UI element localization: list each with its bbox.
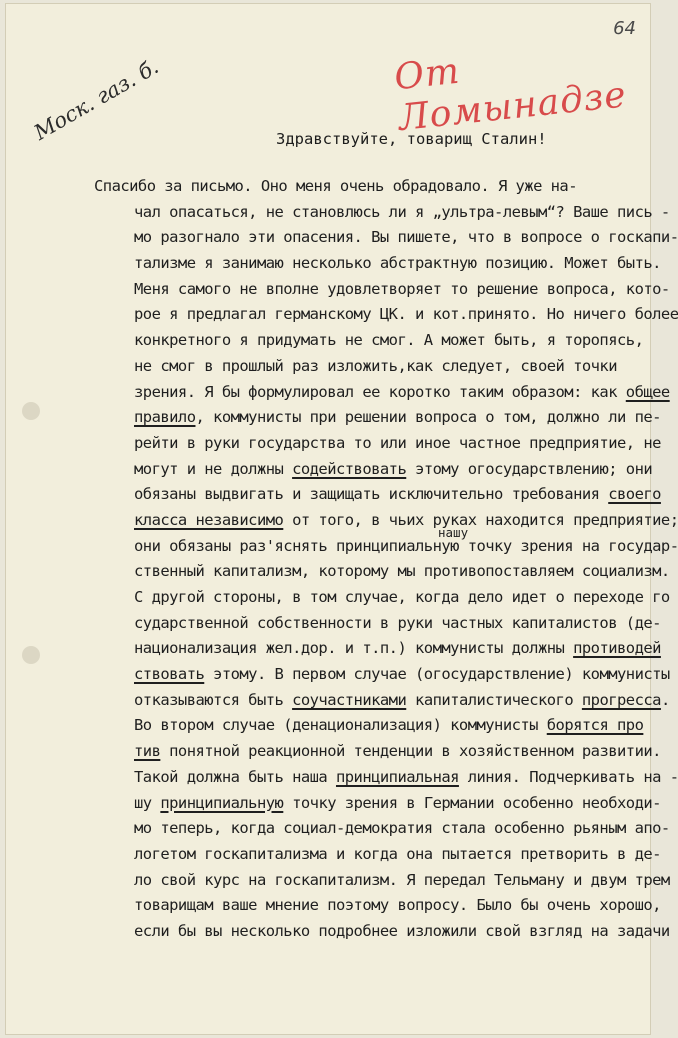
- text-line: [134, 713, 654, 739]
- greeting: Здравствуйте, товарищ Сталин!: [276, 130, 547, 148]
- text-line: [134, 302, 678, 328]
- text-line: [134, 508, 678, 534]
- text-line: [134, 662, 670, 688]
- text-segment: обязаны выдвигать и защищать исключительно требования: [134, 485, 609, 504]
- underlined-text: ствовать: [134, 665, 205, 684]
- text-segment: ственный капитализм, которому мы противопоставляем социализм.: [134, 562, 670, 581]
- text-segment: Во втором случае (денационализация) коммунисты: [134, 716, 547, 735]
- text-segment: конкретного я придумать не смог. А может быть, я торопясь,: [134, 331, 644, 350]
- handwritten-stamp: От Ломынадзе: [392, 50, 629, 140]
- punch-hole: [22, 646, 40, 664]
- text-line: [134, 739, 661, 765]
- text-segment: Спасибо за письмо. Оно меня очень обрадовало. Я уже на-: [94, 177, 577, 195]
- text-line: [134, 534, 678, 560]
- text-segment: мо теперь, когда социал-демократия стала особенно рьяным апо-: [134, 819, 670, 838]
- underlined-text: борятся про: [546, 716, 644, 735]
- text-line: [134, 200, 670, 226]
- text-segment: линия. Подчеркивать на -: [458, 767, 678, 786]
- underlined-text: принципиальная: [335, 767, 459, 786]
- text-segment: понятной реакционной тенденции в хозяйственном развитии.: [160, 742, 661, 761]
- text-line: [134, 585, 670, 611]
- text-segment: от того, в чьих руках находится предприятие;: [283, 510, 678, 529]
- text-line: [134, 611, 661, 637]
- underlined-text: общее: [625, 382, 670, 401]
- underlined-text: содействовать: [292, 459, 407, 478]
- text-line: [134, 431, 661, 457]
- text-segment: зрения. Я бы формулировал ее коротко таким образом: как: [134, 382, 626, 401]
- text-line: [134, 380, 670, 406]
- punch-hole: [22, 402, 40, 420]
- text-line: [134, 842, 661, 868]
- text-segment: если бы вы несколько подробнее изложили свой взгляд на задачи: [134, 921, 670, 940]
- margin-note: Моск. газ. б.: [30, 54, 163, 145]
- text-segment: национализация жел.дор. и т.п.) коммунисты должны: [134, 639, 574, 658]
- text-segment: могут и не должны: [134, 459, 293, 478]
- text-line: [134, 868, 670, 894]
- text-segment: не смог в прошлый раз изложить,как следует, своей точки: [134, 356, 617, 375]
- text-segment: тализме я занимаю несколько абстрактную позицию. Может быть.: [134, 254, 661, 273]
- text-segment: рейти в руки государства то или иное частное предприятие, не: [134, 433, 661, 452]
- underlined-text: принципиальную: [160, 793, 284, 812]
- underlined-text: прогресса: [581, 690, 661, 709]
- text-line: [134, 893, 661, 919]
- text-segment: Такой должна быть наша: [134, 767, 336, 786]
- text-line: [134, 636, 661, 662]
- text-segment: логетом госкапитализма и когда она пытается претворить в де-: [134, 844, 661, 863]
- text-segment: С другой стороны, в том случае, когда дело идет о переходе го: [134, 588, 670, 606]
- underlined-text: правило: [134, 408, 196, 427]
- text-line: [134, 816, 670, 842]
- underlined-text: класса независимо: [134, 510, 284, 529]
- underlined-text: противодей: [573, 639, 661, 658]
- text-segment: точку зрения в Германии особенно необходи-: [283, 793, 661, 812]
- text-segment: шу: [134, 793, 161, 812]
- text-segment: этому. В первом случае (огосударствление) коммунисты: [204, 665, 670, 684]
- text-line: [134, 405, 661, 431]
- text-line: [134, 277, 670, 303]
- underlined-text: соучастниками: [292, 690, 407, 709]
- text-line: [134, 225, 678, 251]
- text-segment: .: [660, 690, 670, 709]
- text-segment: , коммунисты при решении вопроса о том, должно ли пе-: [195, 408, 661, 427]
- text-line: [134, 919, 670, 945]
- text-segment: этому огосударствлению; они: [406, 459, 653, 478]
- text-line: [134, 251, 661, 277]
- text-line: [134, 328, 654, 354]
- text-line: [134, 559, 670, 585]
- interlinear-insertion: нашу: [438, 525, 469, 540]
- text-segment: отказываются быть: [134, 690, 293, 709]
- document-page: [6, 4, 678, 1034]
- text-segment: сударственной собственности в руки частных капиталистов (де-: [134, 613, 661, 632]
- text-segment: Меня самого не вполне удовлетворяет то решение вопроса, кото-: [134, 279, 670, 298]
- text-segment: товарищам ваше мнение поэтому вопросу. Было бы очень хорошо,: [134, 896, 661, 915]
- underlined-text: своего: [608, 485, 661, 504]
- text-line: [134, 482, 661, 508]
- text-segment: ло свой курс на госкапитализм. Я передал Тельману и двум трем: [134, 870, 670, 889]
- page-number: 64: [613, 18, 636, 39]
- text-line: [94, 174, 654, 200]
- text-segment: мо разогнало эти опасения. Вы пишете, что в вопросе о госкапи-: [134, 228, 678, 247]
- text-line: [134, 688, 670, 714]
- text-segment: чал опасаться, не становлюсь ли я „ультра-левым“? Ваше пись -: [134, 202, 670, 221]
- text-line: [134, 354, 654, 380]
- letter-body: [94, 174, 678, 945]
- text-segment: рое я предлагал германскому ЦК. и кот.принято. Но ничего более: [134, 305, 678, 324]
- text-line: [134, 791, 661, 817]
- text-segment: они обязаны раз'яснять принципиальную точку зрения на государ-: [134, 536, 678, 555]
- underlined-text: тив: [134, 742, 161, 761]
- text-segment: капиталистического: [406, 690, 582, 709]
- text-line: [134, 765, 678, 791]
- text-line: [134, 457, 654, 483]
